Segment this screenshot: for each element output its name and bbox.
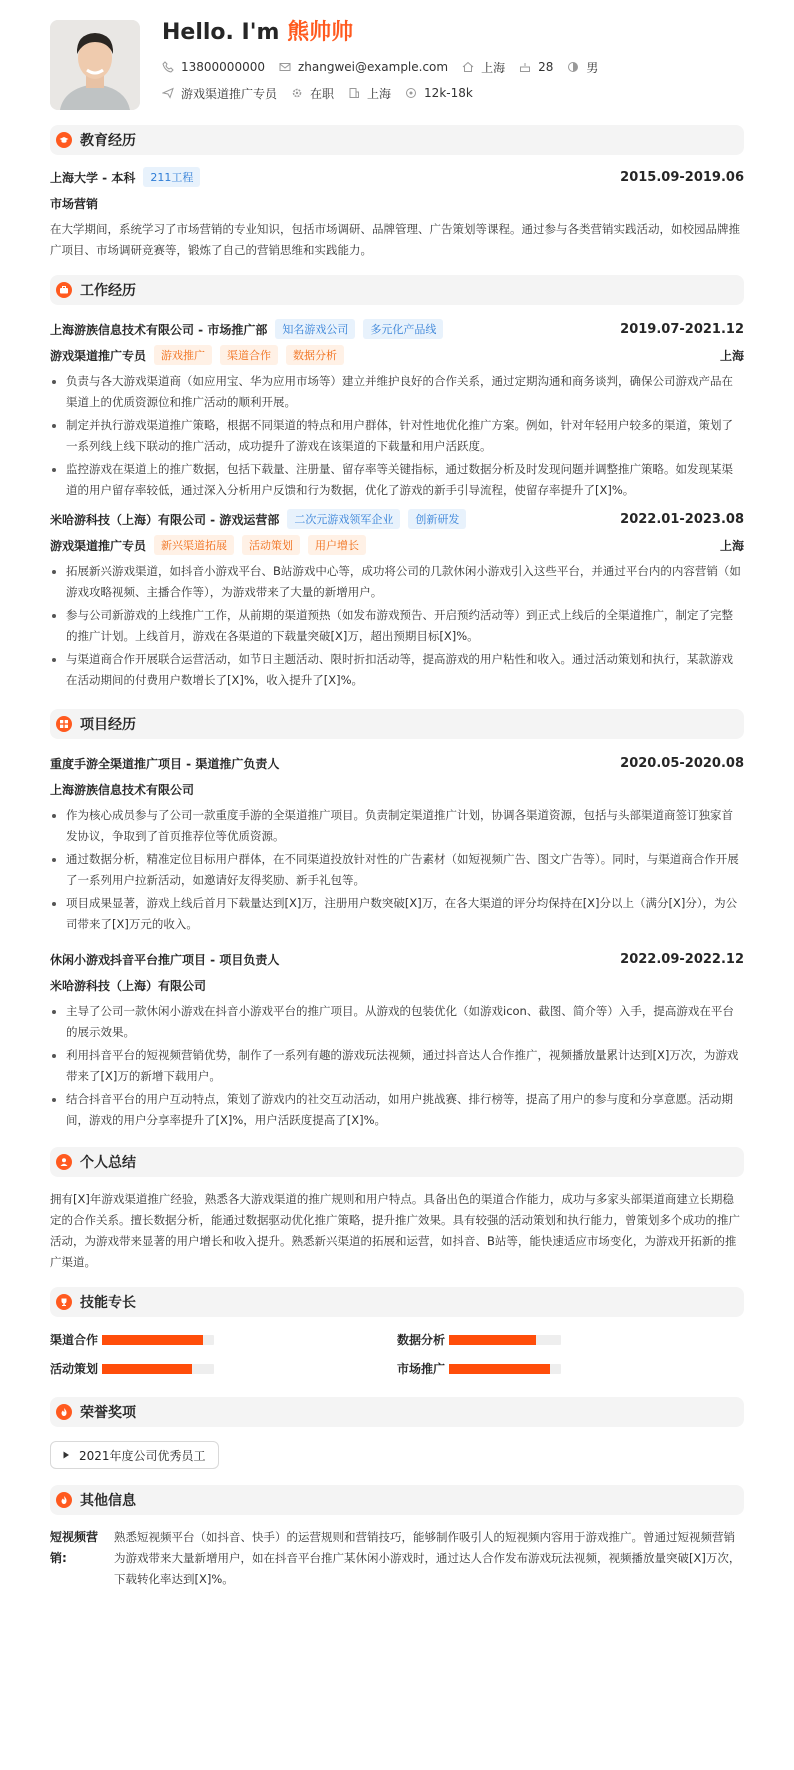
honor-label: 2021年度公司优秀员工 bbox=[79, 1448, 206, 1463]
other-key: 短视频营销: bbox=[50, 1530, 99, 1565]
gender-value: 男 bbox=[586, 60, 599, 75]
position-name: 游戏渠道推广专员 bbox=[50, 348, 147, 363]
cake-icon bbox=[519, 61, 531, 73]
education-title: 教育经历 bbox=[80, 133, 136, 149]
send-icon bbox=[162, 87, 174, 99]
skill-tag: 用户增长 bbox=[308, 535, 366, 555]
target-city-value: 上海 bbox=[367, 86, 392, 101]
candidate-name: 熊帅帅 bbox=[287, 20, 354, 45]
summary-text: 拥有[X]年游戏渠道推广经验，熟悉各大游戏渠道的推广规则和用户特点。具备出色的渠道合作能力，成功与多家头部渠道商建立长期稳定的合作关系。擅长数据分析，能通过数据驱动优化推广策略，提升推广效果。具有较强的活动策划和执行能力，曾策划多个成功的推广活动，为游戏带来显著的用户增长和收入提升。熟悉新兴渠道的拓展和运营，如抖音、B站等，能快速适应市场变化，为游戏开拓新的推广渠道。 bbox=[50, 1192, 740, 1269]
project-title: 项目经历 bbox=[80, 717, 136, 733]
skill-name: 渠道合作 bbox=[50, 1333, 99, 1347]
user-icon bbox=[56, 1154, 72, 1170]
project-bullet: 通过数据分析，精准定位目标用户群体，在不同渠道投放针对性的广告素材（如短视频广告、图文广告等）。同时，与渠道商合作开展了一系列用户拉新活动，如邀请好友得奖励、新手礼包等。 bbox=[50, 849, 744, 891]
work-bullet: 制定并执行游戏渠道推广策略，根据不同渠道的特点和用户群体，针对性地优化推广方案。例如，针对年轻用户较多的渠道，策划了一系列线上线下联动的推广活动，成功提升了游戏在该渠道的下载量和用户活跃度。 bbox=[50, 415, 744, 457]
education-row bbox=[50, 167, 744, 187]
status-item bbox=[291, 85, 334, 102]
skill-name: 活动策划 bbox=[50, 1362, 99, 1376]
work-bullet: 负责与各大游戏渠道商（如应用宝、华为应用市场等）建立并维护良好的合作关系，通过定期沟通和商务谈判，确保公司游戏产品在渠道上的优质资源位和推广活动的顺利开展。 bbox=[50, 371, 744, 413]
project-bullet: 主导了公司一款休闲小游戏在抖音小游戏平台的推广项目。从游戏的包装优化（如游戏icon、截图、简介等）入手，提高游戏在平台的展示效果。 bbox=[50, 1001, 744, 1043]
education-section-header bbox=[50, 125, 744, 155]
work-bullet: 参与公司新游戏的上线推广工作，从前期的渠道预热（如发布游戏预告、开启预约活动等）到正式上线后的全渠道推广，制定了完整的推广计划。上线首月，游戏在各渠道的下载量突破[X]万，超出预期目标[X]%。 bbox=[50, 605, 744, 647]
gender-item bbox=[567, 59, 598, 76]
mail-icon bbox=[279, 61, 291, 73]
skill-item bbox=[50, 1331, 397, 1348]
skills-section-header bbox=[50, 1287, 744, 1317]
company-tag: 二次元游戏领军企业 bbox=[287, 509, 400, 529]
skill-bar bbox=[102, 1364, 214, 1374]
project-org: 米哈游科技（上海）有限公司 bbox=[50, 979, 207, 993]
skills-title: 技能专长 bbox=[80, 1295, 136, 1311]
project-bullet: 利用抖音平台的短视频营销优势，制作了一系列有趣的游戏玩法视频，通过抖音达人合作推广，视频播放量累计达到[X]万次，为游戏带来了[X]万的新增下载用户。 bbox=[50, 1045, 744, 1087]
project-org: 上海游族信息技术有限公司 bbox=[50, 783, 195, 797]
project-bullet: 作为核心成员参与了公司一款重度手游的全渠道推广项目。负责制定渠道推广计划，协调各渠道资源，包括与头部渠道商签订独家首发协议，争取到了首页推荐位等优质资源。 bbox=[50, 805, 744, 847]
honors-title: 荣誉奖项 bbox=[80, 1405, 136, 1421]
skill-tag: 新兴渠道拓展 bbox=[154, 535, 234, 555]
work-bullet: 与渠道商合作开展联合运营活动，如节日主题活动、限时折扣活动等，提高游戏的用户粘性和收入。通过活动策划和执行，某款游戏在活动期间的付费用户数增长了[X]%，收入提升了[X]%。 bbox=[50, 649, 744, 691]
skills-grid bbox=[50, 1331, 744, 1377]
other-value: 熟悉短视频平台（如抖音、快手）的运营规则和营销技巧，能够制作吸引人的短视频内容用于游戏推广。曾通过短视频营销为游戏带来大量新增用户，如在抖音平台推广某休闲小游戏时，通过达人合作发布游戏玩法视频，视频播放量突破[X]万次，下载转化率达到[X]%。 bbox=[114, 1530, 741, 1586]
major: 市场营销 bbox=[50, 197, 99, 211]
avatar bbox=[50, 20, 140, 110]
work-item bbox=[50, 509, 744, 691]
phone-icon bbox=[162, 61, 174, 73]
project-bullet: 项目成果显著，游戏上线后首月下载量达到[X]万，注册用户数突破[X]万，在各大渠道的评分均保持在[X]分以上（满分[X]分），为公司带来了[X]万元的收入。 bbox=[50, 893, 744, 935]
work-section-header bbox=[50, 275, 744, 305]
status-value: 在职 bbox=[310, 86, 335, 101]
other-section-header bbox=[50, 1485, 744, 1515]
skill-bar-fill bbox=[449, 1335, 536, 1345]
play-icon bbox=[61, 1450, 71, 1460]
job-item bbox=[162, 85, 277, 102]
work-bullet: 监控游戏在渠道上的推广数据，包括下载量、注册量、留存率等关键指标，通过数据分析及时发现问题并调整推广策略。如发现某渠道的用户留存率较低，通过深入分析用户反馈和行为数据，优化了游戏的新手引导流程，使留存率提升了[X]%。 bbox=[50, 459, 744, 501]
project-section-header bbox=[50, 709, 744, 739]
company-name: 上海游族信息技术有限公司 - 市场推广部 bbox=[50, 322, 268, 337]
honors-section-header bbox=[50, 1397, 744, 1427]
skill-tag: 数据分析 bbox=[286, 345, 344, 365]
flame-icon bbox=[56, 1492, 72, 1508]
building-icon bbox=[348, 87, 360, 99]
age-item bbox=[519, 60, 553, 74]
skill-name: 市场推广 bbox=[397, 1362, 446, 1376]
work-bullet: 拓展新兴游戏渠道，如抖音小游戏平台、B站游戏中心等，成功将公司的几款休闲小游戏引入这些平台，并通过平台内的内容营销（如游戏攻略视频、主播合作等），为游戏带来了大量的新增用户。 bbox=[50, 561, 744, 603]
summary-title: 个人总结 bbox=[80, 1155, 136, 1171]
briefcase-icon bbox=[56, 282, 72, 298]
project-item bbox=[50, 753, 744, 935]
work-date: 2019.07-2021.12 bbox=[620, 321, 744, 337]
school-name: 上海大学 - 本科 bbox=[50, 170, 136, 185]
skill-item bbox=[397, 1331, 744, 1348]
company-name: 米哈游科技（上海）有限公司 - 游戏运营部 bbox=[50, 512, 280, 527]
resume-header bbox=[50, 20, 744, 116]
skill-tag: 活动策划 bbox=[242, 535, 300, 555]
honor-item bbox=[50, 1441, 219, 1469]
school-tag: 211工程 bbox=[143, 167, 200, 187]
city-item bbox=[462, 59, 505, 76]
greeting-text: Hello. I'm bbox=[162, 20, 288, 45]
greeting bbox=[162, 20, 612, 54]
other-title: 其他信息 bbox=[80, 1493, 136, 1509]
skill-bar bbox=[449, 1364, 561, 1374]
grid-icon bbox=[56, 716, 72, 732]
flame-icon bbox=[56, 1404, 72, 1420]
work-item bbox=[50, 319, 744, 501]
skill-item bbox=[50, 1360, 397, 1377]
phone-value: 13800000000 bbox=[181, 60, 265, 74]
work-city: 上海 bbox=[719, 538, 744, 553]
email-value: zhangwei@example.com bbox=[297, 60, 449, 74]
trophy-icon bbox=[56, 1294, 72, 1310]
project-name: 重度手游全渠道推广项目 - 渠道推广负责人 bbox=[50, 756, 280, 771]
education-date: 2015.09-2019.06 bbox=[620, 169, 744, 185]
skill-item bbox=[397, 1360, 744, 1377]
position-name: 游戏渠道推广专员 bbox=[50, 538, 147, 553]
project-bullet: 结合抖音平台的用户互动特点，策划了游戏内的社交互动活动，如用户挑战赛、排行榜等，提高了用户的参与度和分享意愿。活动期间，游戏的用户分享率提升了[X]%，用户活跃度提高了[X]%。 bbox=[50, 1089, 744, 1131]
project-date: 2022.09-2022.12 bbox=[620, 951, 744, 967]
salary-value: 12k-18k bbox=[424, 86, 473, 100]
project-name: 休闲小游戏抖音平台推广项目 - 项目负责人 bbox=[50, 952, 280, 967]
company-tag: 多元化产品线 bbox=[363, 319, 443, 339]
email-item bbox=[279, 60, 448, 74]
skill-tag: 渠道合作 bbox=[220, 345, 278, 365]
target-city-item bbox=[348, 85, 391, 102]
salary-item bbox=[405, 86, 473, 100]
summary-section-header bbox=[50, 1147, 744, 1177]
phone-item bbox=[162, 60, 265, 74]
job-value: 游戏渠道推广专员 bbox=[181, 86, 278, 101]
skill-bar bbox=[449, 1335, 561, 1345]
graduation-cap-icon bbox=[56, 132, 72, 148]
coin-icon bbox=[405, 87, 417, 99]
skill-bar-fill bbox=[102, 1335, 203, 1345]
project-date: 2020.05-2020.08 bbox=[620, 755, 744, 771]
skill-tag: 游戏推广 bbox=[154, 345, 212, 365]
age-value: 28 bbox=[538, 60, 554, 74]
project-item bbox=[50, 949, 744, 1131]
other-item bbox=[50, 1527, 744, 1590]
gender-icon bbox=[567, 61, 579, 73]
skill-bar bbox=[102, 1335, 214, 1345]
work-title: 工作经历 bbox=[80, 283, 136, 299]
skill-bar-fill bbox=[102, 1364, 192, 1374]
company-tag: 创新研发 bbox=[408, 509, 466, 529]
skill-bar-fill bbox=[449, 1364, 550, 1374]
work-date: 2022.01-2023.08 bbox=[620, 511, 744, 527]
education-description: 在大学期间，系统学习了市场营销的专业知识，包括市场调研、品牌管理、广告策划等课程。通过参与各类营销实践活动，如校园品牌推广项目、市场调研竞赛等，锻炼了自己的营销思维和实践能力。 bbox=[50, 222, 740, 257]
skill-name: 数据分析 bbox=[397, 1333, 446, 1347]
company-tag: 知名游戏公司 bbox=[275, 319, 355, 339]
city-value: 上海 bbox=[481, 60, 506, 75]
work-city: 上海 bbox=[719, 348, 744, 363]
gear-icon bbox=[291, 87, 303, 99]
home-icon bbox=[462, 61, 474, 73]
